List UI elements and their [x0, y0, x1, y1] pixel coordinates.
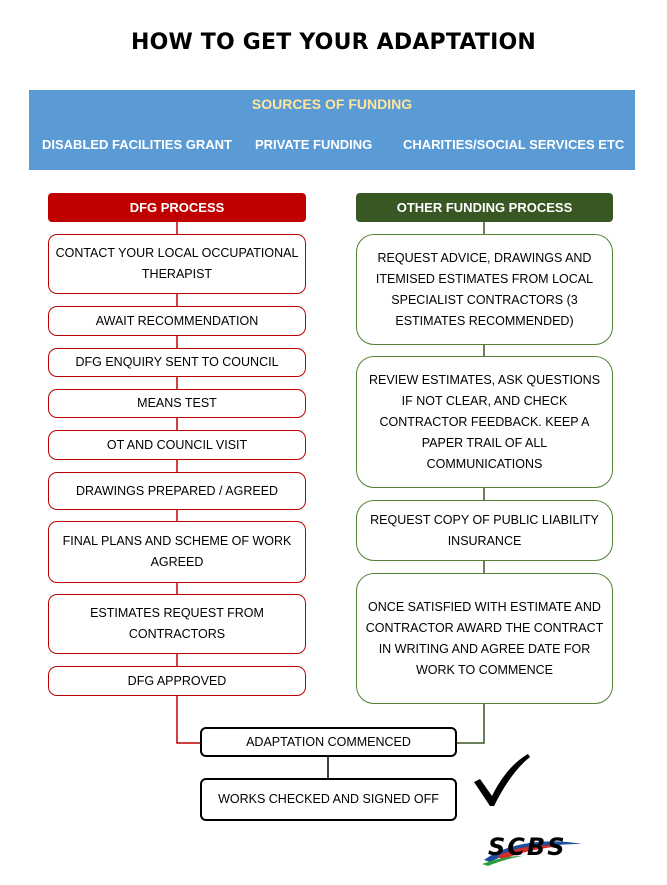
other-step-1: REQUEST ADVICE, DRAWINGS AND ITEMISED ESTIMATES FROM LOCAL SPECIALIST CONTRACTORS (3 ESTIMATES RECOMMENDED)	[356, 234, 613, 345]
dfg-step-3: DFG ENQUIRY SENT TO COUNCIL	[48, 348, 306, 377]
other-step-4: ONCE SATISFIED WITH ESTIMATE AND CONTRACTOR AWARD THE CONTRACT IN WRITING AND AGREE DATE FOR WORK TO COMMENCE	[356, 573, 613, 704]
dfg-step-5: OT AND COUNCIL VISIT	[48, 430, 306, 460]
other-step-3: REQUEST COPY OF PUBLIC LIABILITY INSURANCE	[356, 500, 613, 561]
other-funding-header: OTHER FUNDING PROCESS	[356, 193, 613, 222]
scbs-logo	[478, 830, 588, 866]
funding-source-private: PRIVATE FUNDING	[255, 137, 373, 152]
dfg-step-8: ESTIMATES REQUEST FROM CONTRACTORS	[48, 594, 306, 654]
other-step-2: REVIEW ESTIMATES, ASK QUESTIONS IF NOT CLEAR, AND CHECK CONTRACTOR FEEDBACK. KEEP A PAPER TRAIL OF ALL COMMUNICATIONS	[356, 356, 613, 488]
dfg-step-9: DFG APPROVED	[48, 666, 306, 696]
dfg-step-2: AWAIT RECOMMENDATION	[48, 306, 306, 336]
dfg-step-1: CONTACT YOUR LOCAL OCCUPATIONAL THERAPIST	[48, 234, 306, 294]
dfg-process-header: DFG PROCESS	[48, 193, 306, 222]
logo-wordmark: SCBS	[488, 833, 567, 861]
funding-source-dfg: DISABLED FACILITIES GRANT	[42, 137, 232, 152]
funding-heading: SOURCES OF FUNDING	[251, 96, 413, 112]
checkmark-icon	[470, 752, 532, 808]
page-title: HOW TO GET YOUR ADAPTATION	[130, 30, 537, 55]
dfg-step-4: MEANS TEST	[48, 389, 306, 418]
dfg-step-6: DRAWINGS PREPARED / AGREED	[48, 472, 306, 510]
funding-source-charities: CHARITIES/SOCIAL SERVICES ETC	[403, 137, 625, 152]
adaptation-commenced-step: ADAPTATION COMMENCED	[200, 727, 457, 757]
works-signed-off-step: WORKS CHECKED AND SIGNED OFF	[200, 778, 457, 821]
dfg-step-7: FINAL PLANS AND SCHEME OF WORK AGREED	[48, 521, 306, 583]
